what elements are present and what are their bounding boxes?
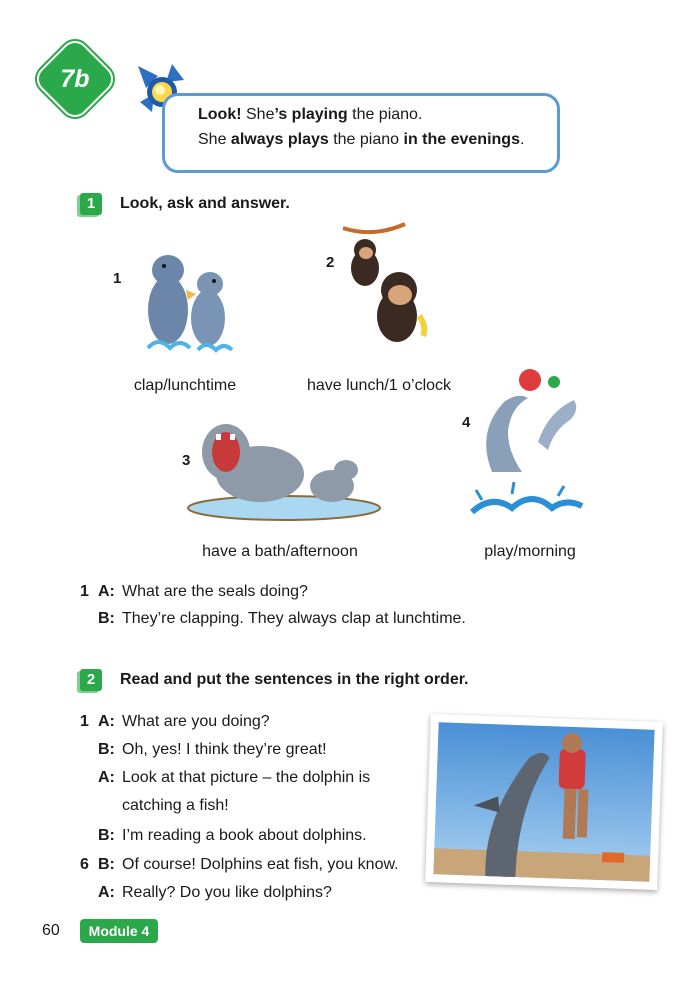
section-2-title: Read and put the sentences in the right order. — [120, 671, 469, 688]
picture-4-caption: play/morning — [484, 543, 576, 560]
dialogue-line-6: A: Really? Do you like dolphins? — [98, 884, 332, 901]
dialogue-line-4: B: I’m reading a book about dolphins. — [98, 827, 367, 844]
section-2-number: 2 — [80, 669, 102, 691]
dialogue-line-2: B: Oh, yes! I think they’re great! — [98, 741, 327, 758]
dialogue-line-5: 6 B: Of course! Dolphins eat fish, you know. — [80, 856, 399, 873]
picture-3-number: 3 — [182, 452, 191, 469]
dolphin-photo-image — [425, 714, 663, 890]
picture-4-number: 4 — [462, 414, 471, 431]
dialogue-line-3-cont: catching a fish! — [122, 797, 229, 814]
picture-1-caption: clap/lunchtime — [133, 377, 237, 394]
example-line-a: 1 A: What are the seals doing? — [80, 583, 308, 600]
module-tag: Module 4 — [80, 919, 158, 943]
dialogue-line-3: A: Look at that picture – the dolphin is — [98, 769, 371, 786]
dialogue-line-1: 1 A: What are you doing? — [80, 713, 270, 730]
dolphins-playing-image — [462, 362, 592, 530]
picture-2-number: 2 — [326, 254, 335, 271]
picture-1-number: 1 — [113, 270, 122, 287]
section-1-title: Look, ask and answer. — [120, 195, 290, 212]
section-1-number: 1 — [80, 193, 102, 215]
grammar-line-2: She always plays the piano in the evenings. — [198, 131, 525, 148]
example-line-b: B: They’re clapping. They always clap at lunchtime. — [98, 610, 466, 627]
monkeys-lunch-image — [335, 220, 445, 360]
page-number: 60 — [42, 922, 60, 939]
hippos-bath-image — [184, 412, 384, 524]
seals-clapping-image — [130, 248, 240, 360]
picture-3-caption: have a bath/afternoon — [202, 543, 358, 560]
picture-2-caption: have lunch/1 o’clock — [306, 377, 452, 394]
lesson-badge-label: 7b — [60, 65, 90, 93]
grammar-line-1: Look! She’s playing the piano. — [198, 106, 423, 123]
dolphin-photo — [425, 714, 663, 890]
